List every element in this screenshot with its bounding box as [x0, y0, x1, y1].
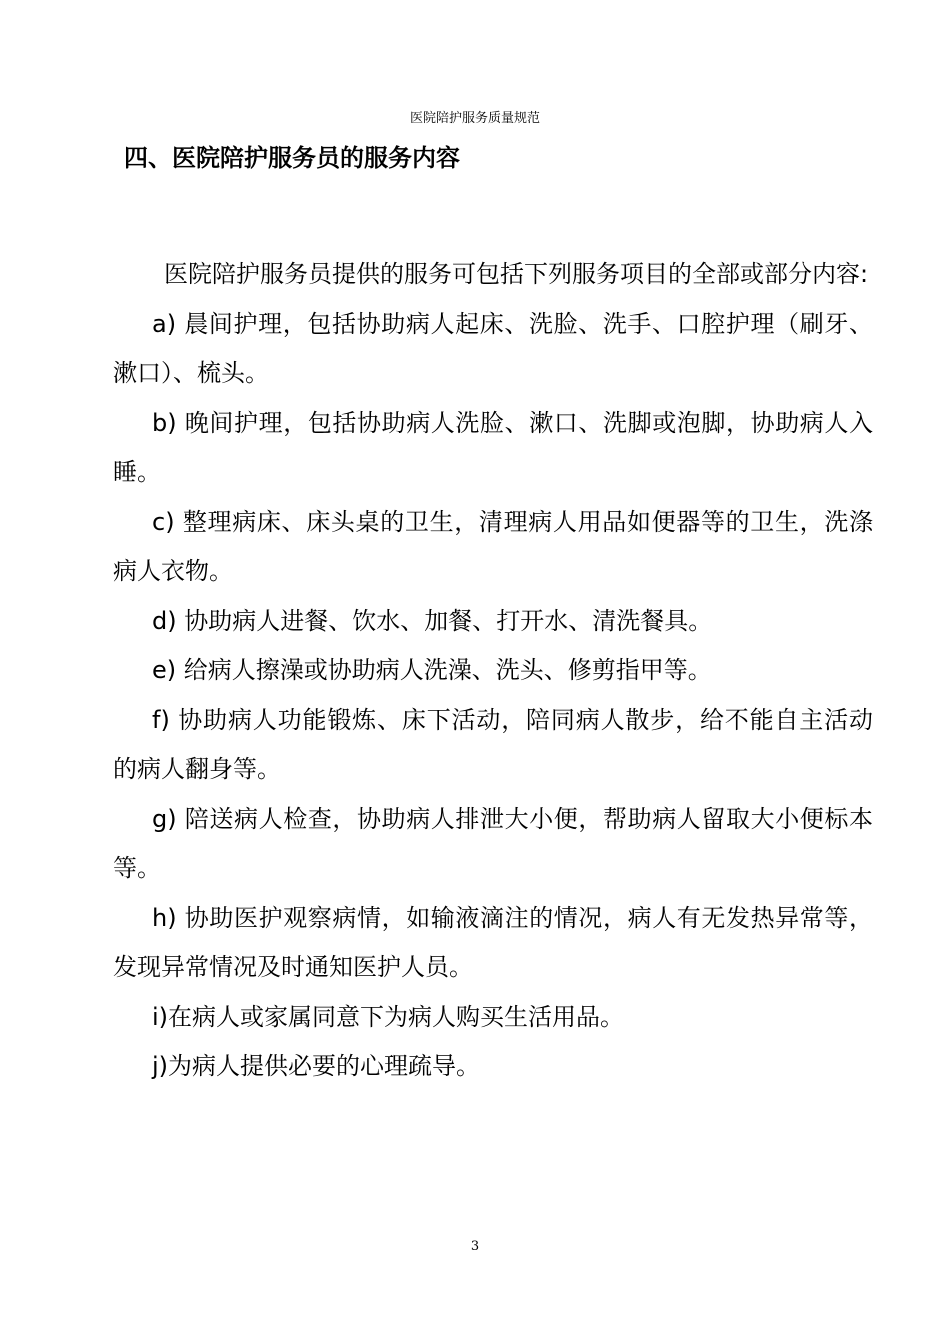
- service-item-j: j)为病人提供必要的心理疏导。: [152, 1052, 481, 1080]
- intro-paragraph: 医院陪护服务员提供的服务可包括下列服务项目的全部或部分内容:: [164, 260, 869, 288]
- service-item-h: h) 协助医护观察病情，如输液滴注的情况，病人有无发热异常等，发现异常情况及时通知医护人员。: [113, 903, 873, 981]
- service-item-g: g) 陪送病人检查，协助病人排泄大小便，帮助病人留取大小便标本等。: [113, 804, 873, 882]
- service-item-d: d) 协助病人进餐、饮水、加餐、打开水、清洗餐具。: [152, 606, 713, 635]
- page-number: 3: [470, 1239, 480, 1254]
- service-item-b: b) 晚间护理，包括协助病人洗脸、漱口、洗脚或泡脚，协助病人入睡。: [113, 408, 873, 486]
- service-item-i: i)在病人或家属同意下为病人购买生活用品。: [152, 1002, 625, 1031]
- section-heading: 四、医院陪护服务员的服务内容: [124, 144, 460, 172]
- running-header: 医院陪护服务质量规范: [409, 111, 540, 126]
- service-item-a: a) 晨间护理，包括协助病人起床、洗脸、洗手、口腔护理（刷牙、漱口）、梳头。: [113, 309, 873, 387]
- service-item-c: c) 整理病床、床头桌的卫生，清理病人用品如便器等的卫生，洗涤病人衣物。: [113, 507, 873, 585]
- section-body: [113, 250, 873, 1092]
- service-item-f: f) 协助病人功能锻炼、床下活动，陪同病人散步，给不能自主活动的病人翻身等。: [113, 705, 873, 783]
- service-item-e: e) 给病人擦澡或协助病人洗澡、洗头、修剪指甲等。: [152, 656, 712, 684]
